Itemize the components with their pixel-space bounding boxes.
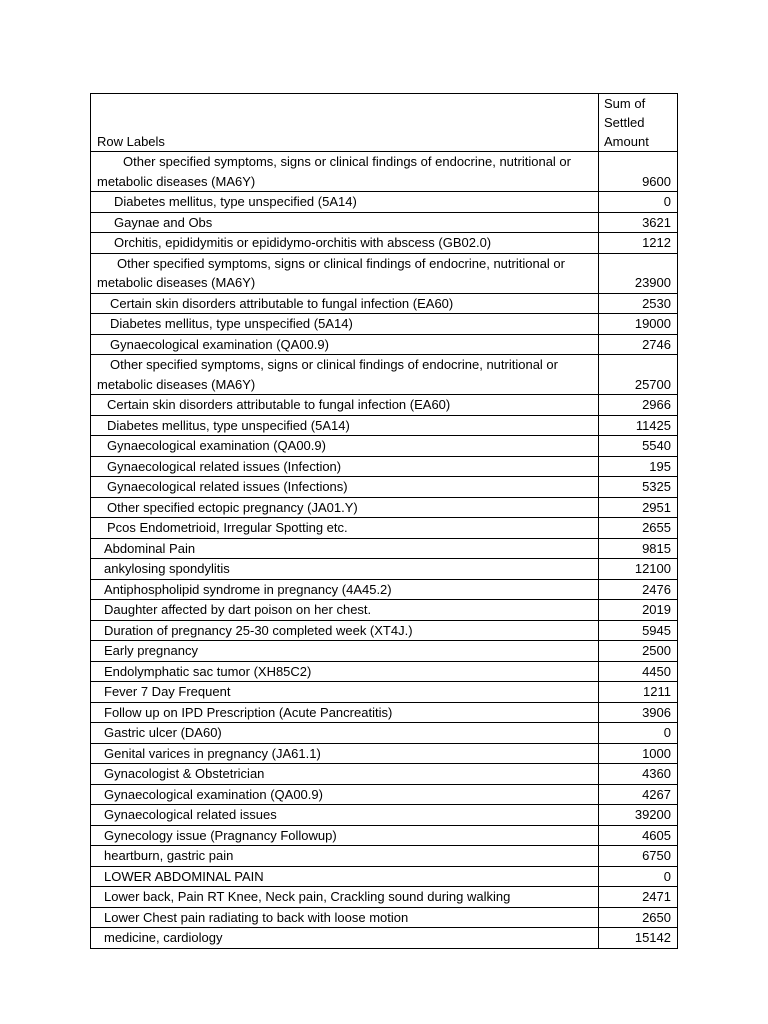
table-row [91,600,678,621]
header-row [91,94,678,152]
row-label: ankylosing spondylitis [91,559,599,580]
row-label: Certain skin disorders attributable to fungal infection (EA60) [91,293,599,314]
table-row [91,743,678,764]
row-amount: 3906 [599,702,678,723]
row-amount: 1211 [599,682,678,703]
table-row [91,253,678,293]
table-row [91,436,678,457]
table-row [91,764,678,785]
row-amount: 2500 [599,641,678,662]
table-row [91,702,678,723]
settled-amount-header: Sum of Settled Amount [599,94,678,152]
table-row [91,928,678,949]
table-row [91,395,678,416]
row-amount: 39200 [599,805,678,826]
row-label: Fever 7 Day Frequent [91,682,599,703]
table-row [91,784,678,805]
row-amount: 4605 [599,825,678,846]
row-amount: 3621 [599,212,678,233]
row-amount: 0 [599,866,678,887]
row-label: Endolymphatic sac tumor (XH85C2) [91,661,599,682]
table-row [91,559,678,580]
row-amount: 19000 [599,314,678,335]
table-row [91,152,678,192]
row-label: Lower Chest pain radiating to back with loose motion [91,907,599,928]
table-row [91,293,678,314]
row-amount: 4267 [599,784,678,805]
table-row [91,415,678,436]
row-amount: 2746 [599,334,678,355]
table-row [91,723,678,744]
table-row [91,887,678,908]
row-label: Follow up on IPD Prescription (Acute Pancreatitis) [91,702,599,723]
row-label: Gynacologist & Obstetrician [91,764,599,785]
row-amount: 2530 [599,293,678,314]
row-label: Diabetes mellitus, type unspecified (5A14) [91,415,599,436]
row-label: Other specified symptoms, signs or clinical findings of endocrine, nutritional or metabolic diseases (MA6Y) [91,152,599,192]
row-label: Gynaecological examination (QA00.9) [91,784,599,805]
row-label: Genital varices in pregnancy (JA61.1) [91,743,599,764]
row-amount: 2951 [599,497,678,518]
row-amount: 6750 [599,846,678,867]
row-labels-header: Row Labels [91,94,599,152]
row-amount: 5325 [599,477,678,498]
row-label: Gynecology issue (Pragnancy Followup) [91,825,599,846]
table-row [91,866,678,887]
row-amount: 2655 [599,518,678,539]
pivot-table [90,93,678,949]
table-row [91,314,678,335]
row-amount: 9600 [599,152,678,192]
table-row [91,579,678,600]
row-amount: 1000 [599,743,678,764]
table-row [91,907,678,928]
row-label: Diabetes mellitus, type unspecified (5A14) [91,192,599,213]
row-label: Gynaecological related issues (Infections) [91,477,599,498]
table-row [91,192,678,213]
table-row [91,805,678,826]
row-amount: 2471 [599,887,678,908]
row-amount: 5945 [599,620,678,641]
row-label: Gaynae and Obs [91,212,599,233]
row-amount: 15142 [599,928,678,949]
row-amount: 0 [599,192,678,213]
table-row [91,233,678,254]
row-amount: 9815 [599,538,678,559]
table-row [91,825,678,846]
table-row [91,477,678,498]
table-row [91,661,678,682]
row-amount: 2650 [599,907,678,928]
row-label: Lower back, Pain RT Knee, Neck pain, Crackling sound during walking [91,887,599,908]
row-amount: 11425 [599,415,678,436]
table-row [91,355,678,395]
table-row [91,620,678,641]
table-row [91,846,678,867]
row-amount: 195 [599,456,678,477]
table-row [91,456,678,477]
row-label: Certain skin disorders attributable to fungal infection (EA60) [91,395,599,416]
table-row [91,641,678,662]
row-amount: 0 [599,723,678,744]
row-label: Daughter affected by dart poison on her chest. [91,600,599,621]
row-label: Duration of pregnancy 25-30 completed week (XT4J.) [91,620,599,641]
row-amount: 2966 [599,395,678,416]
row-label: Diabetes mellitus, type unspecified (5A14) [91,314,599,335]
table-row [91,334,678,355]
row-amount: 2019 [599,600,678,621]
row-label: Early pregnancy [91,641,599,662]
row-label: Other specified symptoms, signs or clinical findings of endocrine, nutritional or metabolic diseases (MA6Y) [91,355,599,395]
row-label: Other specified ectopic pregnancy (JA01.Y) [91,497,599,518]
row-label: Antiphospholipid syndrome in pregnancy (4A45.2) [91,579,599,600]
table-row [91,497,678,518]
row-amount: 25700 [599,355,678,395]
row-amount: 5540 [599,436,678,457]
row-label: Gynaecological examination (QA00.9) [91,334,599,355]
row-label: heartburn, gastric pain [91,846,599,867]
row-label: medicine, cardiology [91,928,599,949]
table-row [91,518,678,539]
row-label: Gynaecological examination (QA00.9) [91,436,599,457]
row-amount: 1212 [599,233,678,254]
row-label: Gastric ulcer (DA60) [91,723,599,744]
table-row [91,682,678,703]
row-label: LOWER ABDOMINAL PAIN [91,866,599,887]
row-amount: 4450 [599,661,678,682]
row-label: Other specified symptoms, signs or clinical findings of endocrine, nutritional or metabolic diseases (MA6Y) [91,253,599,293]
row-amount: 23900 [599,253,678,293]
row-amount: 4360 [599,764,678,785]
table-row [91,212,678,233]
row-label: Orchitis, epididymitis or epididymo-orchitis with abscess (GB02.0) [91,233,599,254]
row-label: Gynaecological related issues (Infection) [91,456,599,477]
row-amount: 2476 [599,579,678,600]
row-label: Gynaecological related issues [91,805,599,826]
row-label: Pcos Endometrioid, Irregular Spotting etc. [91,518,599,539]
table-row [91,538,678,559]
row-label: Abdominal Pain [91,538,599,559]
row-amount: 12100 [599,559,678,580]
